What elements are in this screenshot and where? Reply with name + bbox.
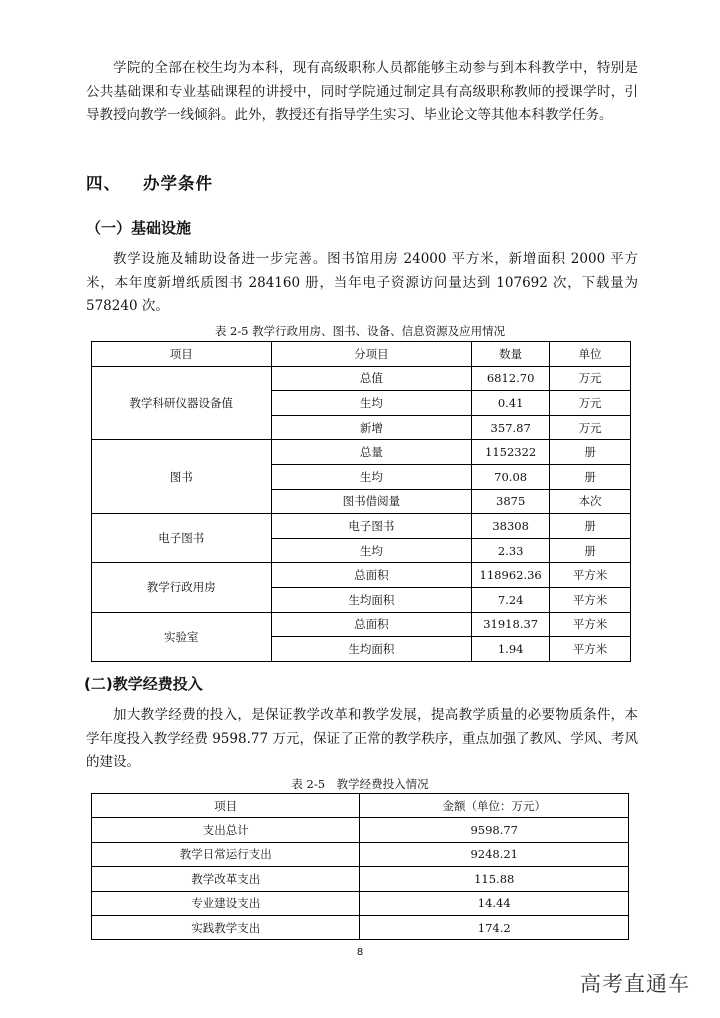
amount-cell: 115.88	[360, 867, 629, 891]
table-row	[92, 366, 631, 391]
quantity-cell: 118962.36	[472, 563, 550, 588]
table-row	[92, 915, 629, 939]
subitem-cell: 总量	[271, 440, 472, 465]
table-row	[92, 867, 629, 891]
header-subitem: 分项目	[271, 342, 472, 367]
unit-cell: 平方米	[550, 637, 631, 662]
quantity-cell: 3875	[472, 489, 550, 514]
table-row	[92, 440, 631, 465]
subitem-cell: 生均面积	[271, 587, 472, 612]
unit-cell: 万元	[550, 415, 631, 440]
expense-item-cell: 实践教学支出	[92, 915, 360, 939]
amount-cell: 174.2	[360, 915, 629, 939]
quantity-cell: 38308	[472, 514, 550, 539]
resources-table-body	[92, 366, 631, 661]
subitem-cell: 生均	[271, 391, 472, 416]
amount-cell: 14.44	[360, 891, 629, 915]
subitem-cell: 总面积	[271, 612, 472, 637]
unit-cell: 本次	[550, 489, 631, 514]
amount-cell: 9598.77	[360, 818, 629, 842]
quantity-cell: 2.33	[472, 538, 550, 563]
watermark-text: 高考直通车	[580, 972, 690, 996]
table-row	[92, 514, 631, 539]
subitem-cell: 生均	[271, 538, 472, 563]
item-cell: 实验室	[92, 612, 272, 661]
table1-caption: 表 2-5 教学行政用房、图书、设备、信息资源及应用情况	[214, 324, 506, 338]
quantity-cell: 357.87	[472, 415, 550, 440]
subsection-heading-funding: (二)教学经费投入	[84, 675, 203, 693]
table-row	[92, 891, 629, 915]
item-cell: 教学行政用房	[92, 563, 272, 612]
item-cell: 电子图书	[92, 514, 272, 563]
subitem-cell: 总值	[271, 366, 472, 391]
item-cell: 图书	[92, 440, 272, 514]
quantity-cell: 70.08	[472, 464, 550, 489]
table-header-row	[92, 342, 631, 367]
expense-item-cell: 教学改革支出	[92, 867, 360, 891]
quantity-cell: 31918.37	[472, 612, 550, 637]
table-row	[92, 612, 631, 637]
quantity-cell: 1152322	[472, 440, 550, 465]
unit-cell: 万元	[550, 391, 631, 416]
header-amount: 金额（单位：万元）	[360, 794, 629, 818]
unit-cell: 册	[550, 440, 631, 465]
page-number: 8	[356, 947, 364, 958]
header-unit: 单位	[550, 342, 631, 367]
section-number: 四、	[86, 174, 121, 193]
table-row	[92, 563, 631, 588]
header-item: 项目	[92, 342, 272, 367]
infrastructure-paragraph: 教学设施及辅助设备进一步完善。图书馆用房 24000 平方米，新增面积 2000 平方米，本年度新增纸质图书 284160 册，当年电子资源访问量达到 107692 次，下载量为 578240 次。	[86, 251, 638, 314]
subitem-cell: 新增	[271, 415, 472, 440]
quantity-cell: 1.94	[472, 637, 550, 662]
table2-caption: 表 2-5 教学经费投入情况	[291, 777, 429, 791]
section-heading	[86, 170, 213, 194]
table-row	[92, 818, 629, 842]
subitem-cell: 生均面积	[271, 637, 472, 662]
amount-cell: 9248.21	[360, 842, 629, 866]
subitem-cell: 图书借阅量	[271, 489, 472, 514]
table-row	[92, 842, 629, 866]
subitem-cell: 电子图书	[271, 514, 472, 539]
unit-cell: 万元	[550, 366, 631, 391]
unit-cell: 册	[550, 538, 631, 563]
subitem-cell: 生均	[271, 464, 472, 489]
table-header-row	[92, 794, 629, 818]
header-quantity: 数量	[472, 342, 550, 367]
header-item: 项目	[92, 794, 360, 818]
quantity-cell: 7.24	[472, 587, 550, 612]
item-cell: 教学科研仪器设备值	[92, 366, 272, 440]
funding-paragraph: 加大教学经费的投入，是保证教学改革和教学发展，提高教学质量的必要物质条件，本学年度投入教学经费 9598.77 万元，保证了正常的教学秩序，重点加强了教风、学风、考风的建设。	[86, 707, 638, 770]
section-title: 办学条件	[143, 174, 213, 193]
quantity-cell: 0.41	[472, 391, 550, 416]
unit-cell: 册	[550, 464, 631, 489]
subitem-cell: 总面积	[271, 563, 472, 588]
expense-item-cell: 教学日常运行支出	[92, 842, 360, 866]
unit-cell: 平方米	[550, 587, 631, 612]
intro-paragraph: 学院的全部在校生均为本科，现有高级职称人员都能够主动参与到本科教学中，特别是公共基础课和专业基础课程的讲授中，同时学院通过制定具有高级职称教师的授课学时，引导教授向教学一线倾斜。此外，教授还有指导学生实习、毕业论文等其他本科教学任务。	[86, 60, 638, 123]
expense-item-cell: 支出总计	[92, 818, 360, 842]
funding-table-body	[92, 818, 629, 940]
quantity-cell: 6812.70	[472, 366, 550, 391]
resources-table	[91, 341, 631, 662]
unit-cell: 平方米	[550, 563, 631, 588]
unit-cell: 平方米	[550, 612, 631, 637]
subsection-heading-infrastructure: （一）基础设施	[86, 219, 192, 237]
expense-item-cell: 专业建设支出	[92, 891, 360, 915]
unit-cell: 册	[550, 514, 631, 539]
funding-table	[91, 793, 629, 940]
